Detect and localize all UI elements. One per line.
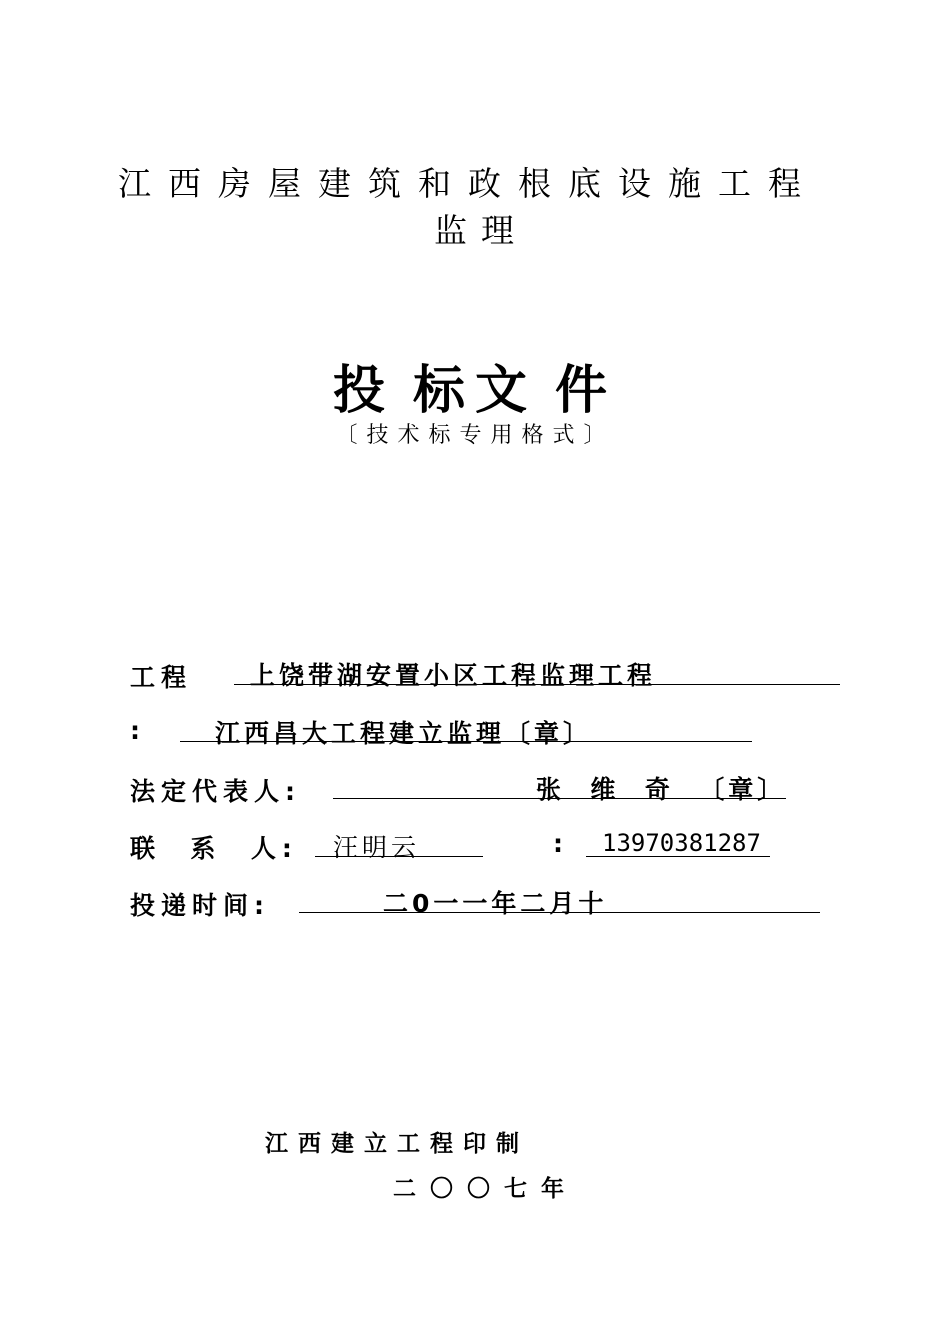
bidder-underline	[180, 741, 752, 742]
document-title-line2: 监理	[434, 211, 528, 250]
legal-rep-value: 张 维 奇 〔章〕	[536, 775, 787, 804]
main-title-part3: 件	[555, 361, 618, 421]
date-label: 投递时间:	[130, 891, 270, 920]
subtitle: 〔技术标专用格式〕	[335, 423, 615, 448]
phone-underline	[586, 856, 770, 857]
date-underline	[299, 912, 820, 913]
year-text: 二〇〇七年	[393, 1176, 578, 1202]
bidder-label: :	[130, 716, 146, 745]
contact-underline	[315, 856, 483, 857]
phone-label: :	[553, 829, 569, 858]
contact-label: 联 系 人:	[130, 834, 298, 863]
document-title-line1: 江西房屋建筑和政根底设施工程	[118, 164, 818, 203]
legal-rep-underline	[333, 798, 786, 799]
project-underline	[234, 684, 840, 685]
printer-text: 江西建立工程印制	[265, 1131, 529, 1157]
project-value: 上饶带湖安置小区工程监理工程	[250, 661, 657, 690]
main-title-part2: 标文	[412, 361, 537, 421]
main-title-part1: 投	[332, 361, 395, 421]
project-label: 工程	[130, 663, 193, 692]
bidder-value: 江西昌大工程建立监理〔章〕	[215, 719, 593, 748]
date-value: 二0一一年二月十	[383, 889, 608, 918]
contact-value: 汪明云	[333, 833, 421, 862]
legal-rep-label: 法定代表人:	[130, 777, 301, 806]
phone-value: 13970381287	[602, 829, 761, 857]
main-title	[0, 348, 950, 423]
